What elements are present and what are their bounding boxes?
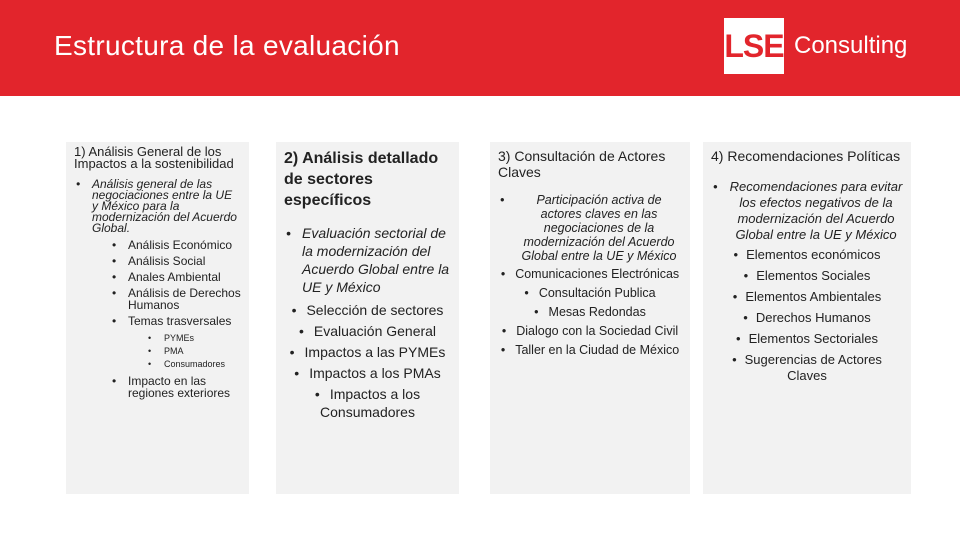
list-item: • Elementos Ambientales [711,289,903,305]
list-item-text: Participación activa de actores claves en las negociaciones de la modernización del Acuerdo Global entre la UE y México [521,193,677,263]
list-item: • Sugerencias de Actores Claves [711,352,903,384]
list-item: • Anales Ambiental [128,271,241,283]
list-item [516,193,682,263]
list-item-text: Recomendaciones para evitar los efectos negativos de la modernización del Acuerdo Global entre la UE y México [729,179,903,242]
list-item: • Impactos a los Consumadores [284,385,451,421]
list-item: • Dialogo con la Sociedad Civil [498,324,682,338]
bullet-list [711,179,903,243]
list-item: • Elementos Sociales [711,268,903,284]
list-item: • Consultación Publica [498,286,682,300]
card-general-analysis [66,142,249,494]
card-title: 3) Consultación de Actores Claves [498,148,666,180]
list-item: • Mesas Redondas [498,305,682,319]
list-item [128,315,241,371]
logo-mark: LSE [724,18,784,74]
bullet-list [498,193,682,263]
lse-consulting-logo [724,18,907,74]
list-item: • Taller en la Ciudad de México [498,343,682,357]
list-item-text: Temas trasversales [128,314,232,328]
sub-sub-bullet-list [128,332,241,371]
slide-title: Estructura de la evaluación [54,30,400,61]
sub-bullet-list [92,239,241,399]
card-title: 2) Análisis detallado de sectores específicos [284,150,439,209]
card-sector-analysis [276,142,459,494]
list-item: • Evaluación General [284,322,451,340]
bullet-list [74,179,241,399]
list-item: • Selección de sectores [284,301,451,319]
list-item [729,179,903,243]
list-item: • Impactos a los PMAs [284,364,451,382]
sub-bullet-list [711,247,903,384]
sub-bullet-list [498,267,682,357]
card-title: 1) Análisis General de los Impactos a la sostenibilidad [74,144,234,171]
card-stakeholder-consultation [490,142,690,494]
list-item [302,224,451,296]
list-item: • Comunicaciones Electrónicas [498,267,682,281]
header-bar [0,0,960,96]
logo-text: Consulting [794,32,908,59]
list-item [92,179,241,399]
list-item: • Análisis Social [128,255,241,267]
list-item: • Elementos económicos [711,247,903,263]
list-item: • Elementos Sectoriales [711,331,903,347]
list-item: • Impacto en las regiones exteriores [128,375,241,399]
list-item: • Impactos a las PYMEs [284,343,451,361]
sub-bullet-list [284,301,451,421]
bullet-list [284,224,451,296]
list-item-text: Evaluación sectorial de la modernización del Acuerdo Global entre la UE y México [302,225,450,295]
card-title: 4) Recomendaciones Políticas [711,148,901,164]
list-item: • PMA [164,345,241,358]
list-item: • Análisis de Derechos Humanos [128,287,241,311]
list-item: • Análisis Económico [128,239,241,251]
list-item: • Consumadores [164,358,241,371]
list-item: • PYMEs [164,332,241,345]
list-item-text: Análisis general de las negociaciones entre la UE y México para la modernización del Acuerdo Global. [92,177,237,235]
card-policy-recommendations [703,142,911,494]
list-item: • Derechos Humanos [711,310,903,326]
